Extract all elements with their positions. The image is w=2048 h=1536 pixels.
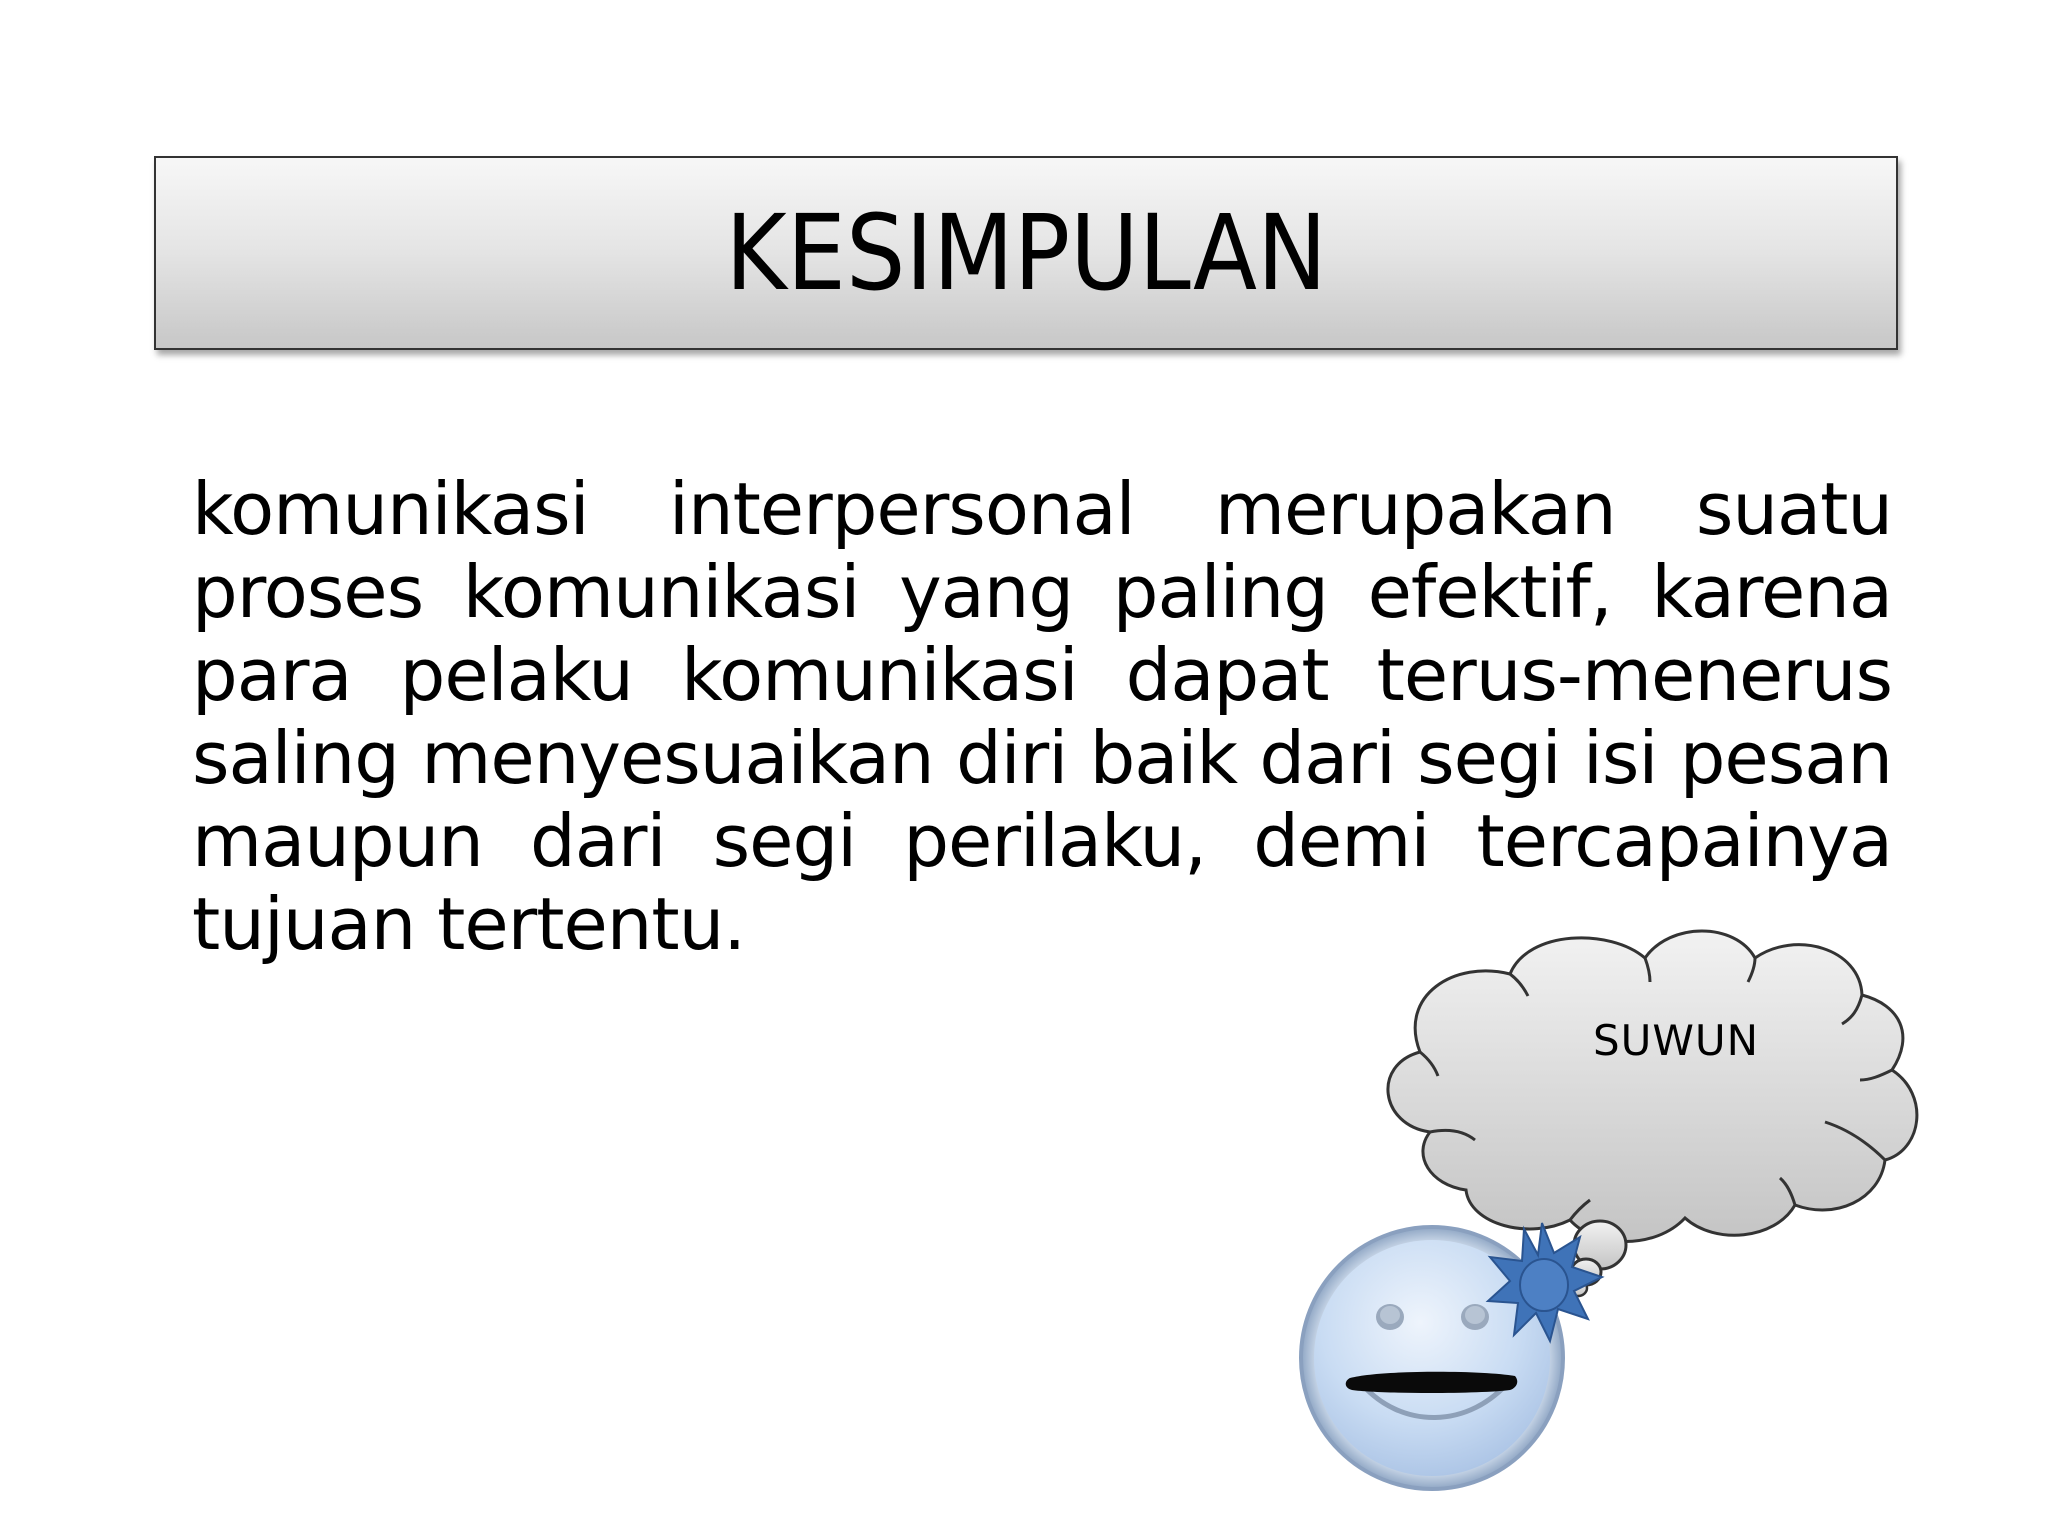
illustration xyxy=(1280,900,2000,1510)
thought-bubble-text: SUWUN xyxy=(1593,1016,1760,1065)
title-box xyxy=(154,156,1898,350)
slide-body-text: komunikasi interpersonal merupakan suatu proses komunikasi yang paling efektif, karena para pelaku komunikasi dapat terus-menerus saling menyesuaikan diri baik dari segi isi pesan maupun dari segi perilaku, demi tercapainya tujuan tertentu. xyxy=(192,467,1892,966)
slide-title: KESIMPULAN xyxy=(725,192,1327,314)
thought-cloud-icon xyxy=(1388,931,1917,1242)
